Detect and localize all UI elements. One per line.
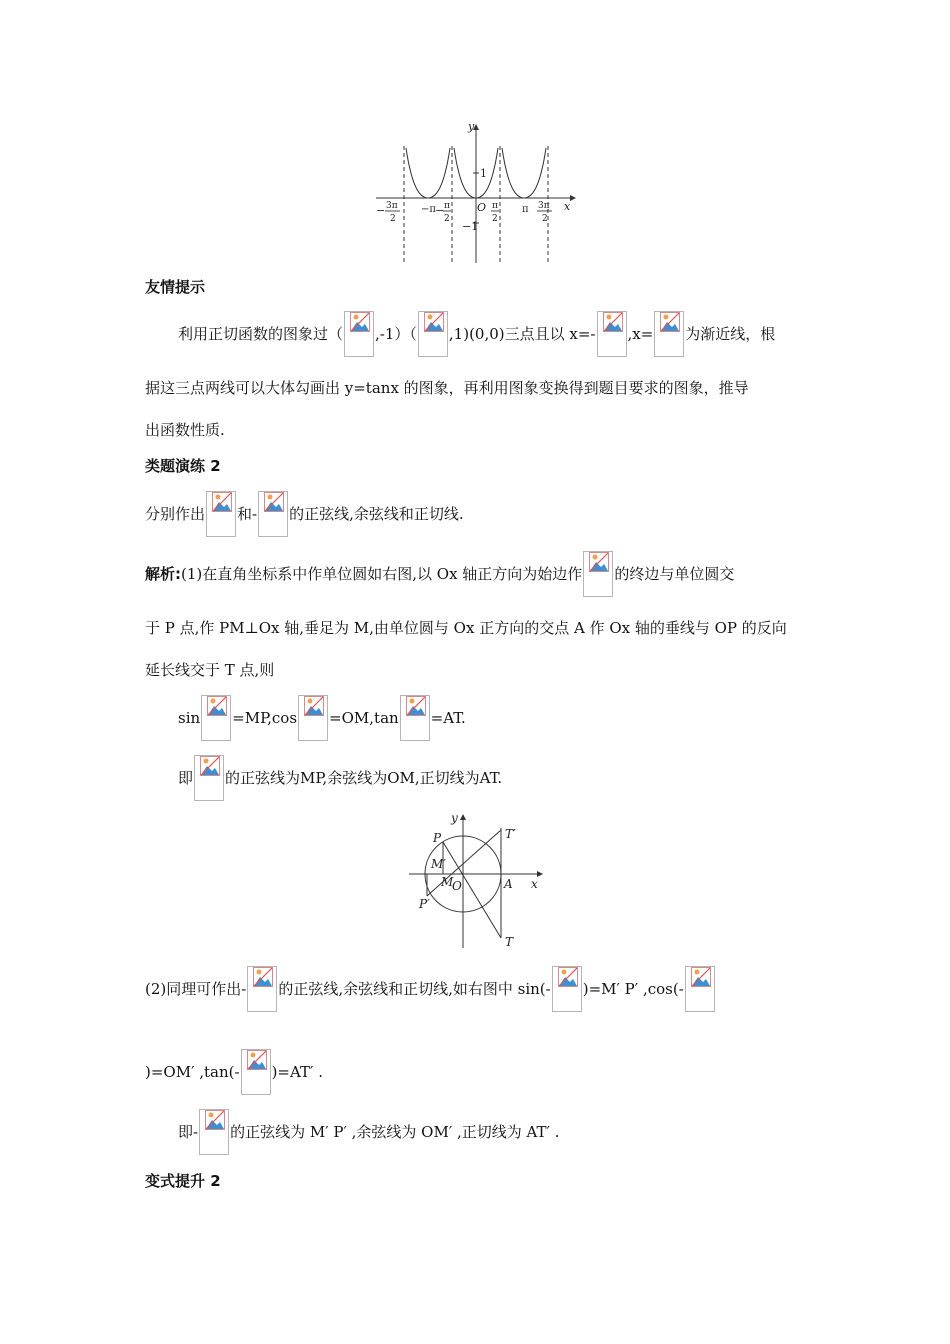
- label-2: 2: [542, 214, 548, 224]
- image-placeholder-icon: [212, 492, 232, 512]
- label-minus: −: [376, 204, 386, 217]
- label-2: 2: [390, 214, 396, 224]
- image-placeholder-icon: [253, 967, 273, 987]
- tick-label-neg1: −1: [462, 220, 479, 233]
- label-pi: π: [444, 201, 450, 211]
- label-pi: π: [492, 201, 498, 211]
- image-placeholder-icon: [247, 1050, 267, 1070]
- x-axis-label: x: [564, 200, 571, 213]
- y-axis-label: y: [468, 120, 475, 133]
- label-o: O: [452, 879, 462, 893]
- label-minus: −: [435, 204, 445, 217]
- solution-line-5: 即 的正弦线为MP,余弦线为OM,正切线为AT.: [178, 754, 502, 802]
- label-m-prime: M′: [431, 857, 447, 871]
- solution-line-4: sin =MP,cos =OM,tan =AT.: [178, 694, 466, 742]
- image-placeholder-icon: [304, 696, 324, 716]
- label-pi: π: [522, 204, 529, 215]
- image-placeholder-icon: [691, 967, 711, 987]
- label-p: P: [433, 831, 442, 845]
- formula-image: [258, 491, 288, 537]
- practice-title: 类题演练 2: [145, 457, 221, 475]
- formula-image: [206, 491, 236, 537]
- image-placeholder-icon: [589, 552, 609, 572]
- image-placeholder-icon: [406, 696, 426, 716]
- solution-line-6: (2)同理可作出- 的正弦线,余弦线和正切线,如右图中 sin(- )=M′ P′ ,cos(-: [145, 965, 716, 1013]
- formula-image: [344, 311, 374, 357]
- x-axis-arrow: [570, 195, 576, 201]
- image-placeholder-icon: [264, 492, 284, 512]
- label-x: x: [531, 877, 538, 891]
- solution-line-8: 即- 的正弦线为 M′ P′ ,余弦线为 OM′ ,正切线为 AT′ .: [178, 1108, 560, 1156]
- formula-image: [241, 1049, 271, 1095]
- hint-line-1: 利用正切函数的图象过（ ,-1）（ ,1)(0,0)三点且以 x=- ,x= 为渐近线，根: [178, 310, 775, 358]
- hint-title: 友情提示: [145, 278, 206, 296]
- formula-image: [418, 311, 448, 357]
- label-t: T: [505, 935, 514, 949]
- formula-image: [583, 551, 613, 597]
- label-t-prime: T′: [505, 827, 516, 841]
- label-3pi: 3π: [386, 201, 398, 211]
- formula-image: [685, 966, 715, 1012]
- formula-image: [400, 695, 430, 741]
- label-2: 2: [444, 214, 450, 224]
- hint-line-3: 出函数性质.: [145, 421, 225, 439]
- y-axis-arrow: [460, 814, 466, 820]
- solution-line-3: 延长线交于 T 点,则: [145, 661, 275, 679]
- solution-line-7: )=OM′ ,tan(- )=AT′ .: [145, 1048, 323, 1096]
- label-y: y: [451, 811, 458, 825]
- label-m: M: [441, 875, 454, 889]
- image-placeholder-icon: [350, 312, 370, 332]
- solution-label: 解析:: [145, 565, 181, 583]
- image-placeholder-icon: [558, 967, 578, 987]
- image-placeholder-icon: [424, 312, 444, 332]
- tangent-graph: [372, 118, 582, 268]
- label-neg-pi: −π: [421, 204, 436, 215]
- practice-question: 分别作出 和- 的正弦线,余弦线和正切线.: [145, 490, 464, 538]
- formula-image: [552, 966, 582, 1012]
- hint-line-2: 据这三点两线可以大体勾画出 y=tanx 的图象，再利用图象变换得到题目要求的图象，推导: [145, 379, 749, 397]
- formula-image: [247, 966, 277, 1012]
- image-placeholder-icon: [207, 696, 227, 716]
- solution-line-2: 于 P 点,作 PM⊥Ox 轴,垂足为 M,由单位圆与 Ox 正方向的交点 A 作 Ox 轴的垂线与 OP 的反向: [145, 619, 787, 637]
- label-a: A: [504, 877, 513, 891]
- formula-image: [298, 695, 328, 741]
- solution-line-1: 解析: (1)在直角坐标系中作单位圆如右图,以 Ox 轴正方向为始边作 的终边与单位圆交: [145, 550, 734, 598]
- image-placeholder-icon: [205, 1110, 225, 1130]
- formula-image: [201, 695, 231, 741]
- image-placeholder-icon: [200, 756, 220, 776]
- formula-image: [654, 311, 684, 357]
- origin-label: O: [477, 201, 487, 214]
- x-axis-arrow: [537, 871, 543, 877]
- label-2: 2: [492, 214, 498, 224]
- curve-branch: [406, 148, 450, 198]
- label-3pi: 3π: [538, 201, 550, 211]
- image-placeholder-icon: [603, 312, 623, 332]
- formula-image: [597, 311, 627, 357]
- label-p-prime: P′: [419, 897, 430, 911]
- tick-label-1: 1: [480, 167, 487, 180]
- formula-image: [194, 755, 224, 801]
- curve-branch: [502, 148, 546, 198]
- variant-title: 变式提升 2: [145, 1172, 221, 1190]
- unit-circle-figure: [405, 810, 550, 952]
- formula-image: [199, 1109, 229, 1155]
- image-placeholder-icon: [660, 312, 680, 332]
